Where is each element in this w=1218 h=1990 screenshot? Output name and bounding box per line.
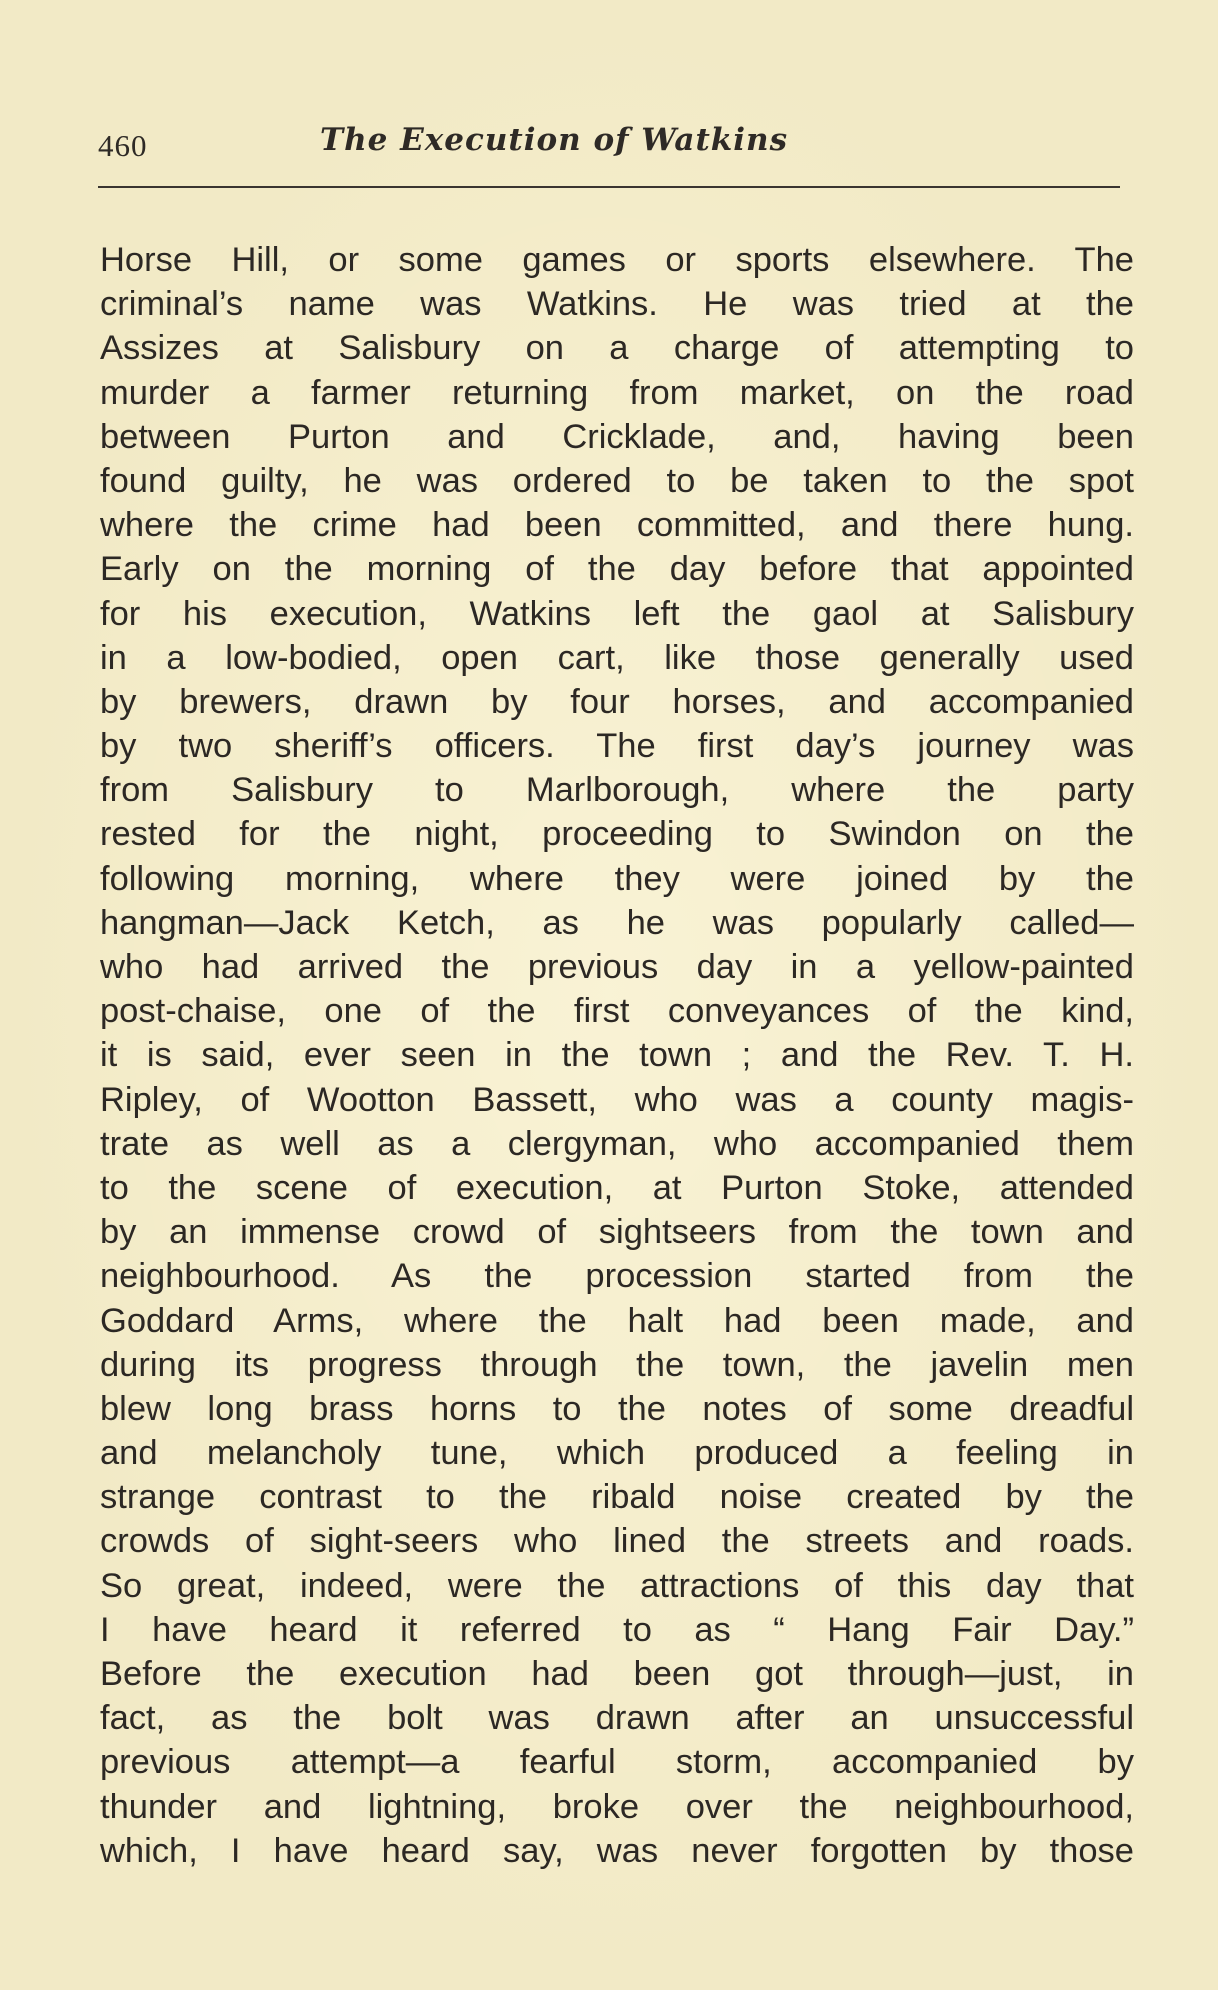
text-line: it is said, ever seen in the town ; and the Rev. T. H. bbox=[100, 1036, 1134, 1075]
text-line: following morning, where they were joined by the bbox=[100, 859, 1134, 898]
text-line: for his execution, Watkins left the gaol at Salisbury bbox=[100, 594, 1134, 633]
text-line: by two sheriff’s officers. The first day’s journey was bbox=[100, 727, 1134, 766]
text-line: from Salisbury to Marlborough, where the party bbox=[100, 771, 1134, 810]
text-line: Goddard Arms, where the halt had been made, and bbox=[100, 1301, 1134, 1340]
text-line: crowds of sight-seers who lined the streets and roads. bbox=[100, 1522, 1134, 1561]
text-line: Early on the morning of the day before that appointed bbox=[100, 550, 1134, 589]
text-line: Ripley, of Wootton Bassett, who was a county magis- bbox=[100, 1080, 1134, 1119]
text-line: which, I have heard say, was never forgotten by those bbox=[100, 1831, 1134, 1870]
text-line: post-chaise, one of the first conveyances of the kind, bbox=[100, 992, 1134, 1031]
running-head bbox=[98, 122, 1128, 178]
header-rule bbox=[98, 186, 1120, 188]
text-line: criminal’s name was Watkins. He was tried at the bbox=[100, 285, 1134, 324]
text-line: in a low-bodied, open cart, like those generally used bbox=[100, 638, 1134, 677]
text-line: murder a farmer returning from market, on the road bbox=[100, 373, 1134, 412]
running-title: The Execution of Watkins bbox=[320, 122, 789, 158]
text-line: Horse Hill, or some games or sports elsewhere. The bbox=[100, 241, 1134, 279]
text-line: by an immense crowd of sightseers from the town and bbox=[100, 1213, 1134, 1252]
text-line: I have heard it referred to as “ Hang Fair Day.” bbox=[100, 1610, 1134, 1649]
text-line: So great, indeed, were the attractions of this day that bbox=[100, 1566, 1134, 1605]
text-line: previous attempt—a fearful storm, accompanied by bbox=[100, 1743, 1134, 1782]
text-line: blew long brass horns to the notes of some dreadful bbox=[100, 1389, 1134, 1428]
page-number: 460 bbox=[98, 128, 148, 163]
text-line: found guilty, he was ordered to be taken to the spot bbox=[100, 461, 1134, 500]
text-line: to the scene of execution, at Purton Stoke, attended bbox=[100, 1168, 1134, 1207]
text-line: thunder and lightning, broke over the neighbourhood, bbox=[100, 1787, 1134, 1826]
text-line: trate as well as a clergyman, who accompanied them bbox=[100, 1124, 1134, 1163]
text-line: neighbourhood. As the procession started from the bbox=[100, 1257, 1134, 1296]
text-line: where the crime had been committed, and there hung. bbox=[100, 506, 1134, 545]
text-line: by brewers, drawn by four horses, and accompanied bbox=[100, 682, 1134, 721]
text-line: fact, as the bolt was drawn after an unsuccessful bbox=[100, 1699, 1134, 1738]
text-line: Before the execution had been got through—just, in bbox=[100, 1655, 1134, 1693]
text-line: strange contrast to the ribald noise created by the bbox=[100, 1478, 1134, 1517]
text-line: who had arrived the previous day in a yellow-painted bbox=[100, 948, 1134, 986]
body-text bbox=[100, 238, 1134, 1873]
text-line: hangman—Jack Ketch, as he was popularly called— bbox=[100, 903, 1134, 942]
text-line: and melancholy tune, which produced a feeling in bbox=[100, 1434, 1134, 1473]
text-line: Assizes at Salisbury on a charge of attempting to bbox=[100, 329, 1134, 368]
text-line: between Purton and Cricklade, and, having been bbox=[100, 417, 1134, 456]
text-line: during its progress through the town, the javelin men bbox=[100, 1345, 1134, 1384]
text-line: rested for the night, proceeding to Swindon on the bbox=[100, 815, 1134, 854]
